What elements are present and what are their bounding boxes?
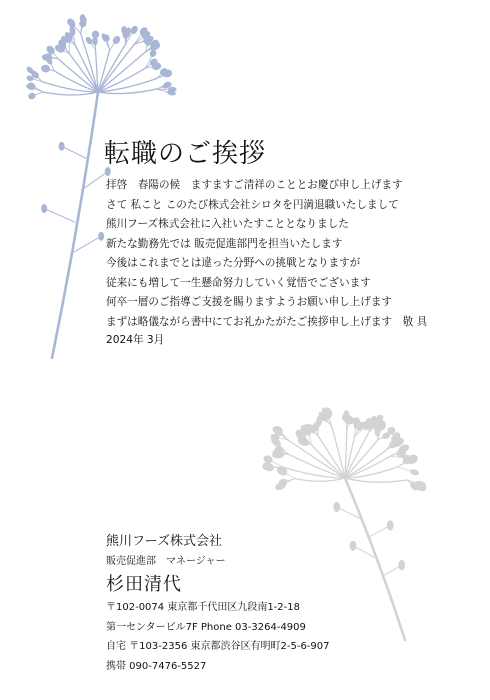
date: 2024年 3月 <box>106 334 165 346</box>
message-line: 何卒一層のご指導ご支援を賜りますようお願い申し上げます <box>106 296 393 308</box>
contact-line: 〒102-0074 東京都千代田区九段南1-2-18 <box>106 602 300 613</box>
contact-line: 第一センタービル7F Phone 03-3264-4909 <box>106 621 306 633</box>
card-title: 転職のご挨拶 <box>104 139 267 169</box>
sender-role: 販売促進部 マネージャー <box>106 556 226 567</box>
sender-name: 杉田清代 <box>106 574 182 595</box>
message-line: 従来にも増して一生懸命努力していく覚悟でございます <box>106 276 371 289</box>
contact-line: 携帯 090-7476-5527 <box>106 660 207 672</box>
message-line: 熊川フーズ株式会社に入社いたすこととなりました <box>106 218 349 230</box>
contact-details <box>106 598 330 676</box>
message-line: 今後はこれまでとは違った分野への挑戦となりますが <box>106 257 361 269</box>
message-line: まずは略儀ながら書中にてお礼かたがたご挨拶申し上げます 敬 具 <box>106 315 428 328</box>
message-body <box>106 176 427 332</box>
message-line: 新たな勤務先では 販売促進部門を担当いたします <box>106 237 343 250</box>
message-line: 拝啓 春陽の候 ますますご清祥のこととお慶び申し上げます <box>106 179 403 191</box>
sender-company: 熊川フーズ株式会社 <box>106 534 222 549</box>
contact-line: 自宅 〒103-2356 東京都渋谷区有明町2-5-6-907 <box>106 641 330 653</box>
message-line: さて 私こと このたび株式会社シロタを円満退職いたしまして <box>106 198 399 211</box>
